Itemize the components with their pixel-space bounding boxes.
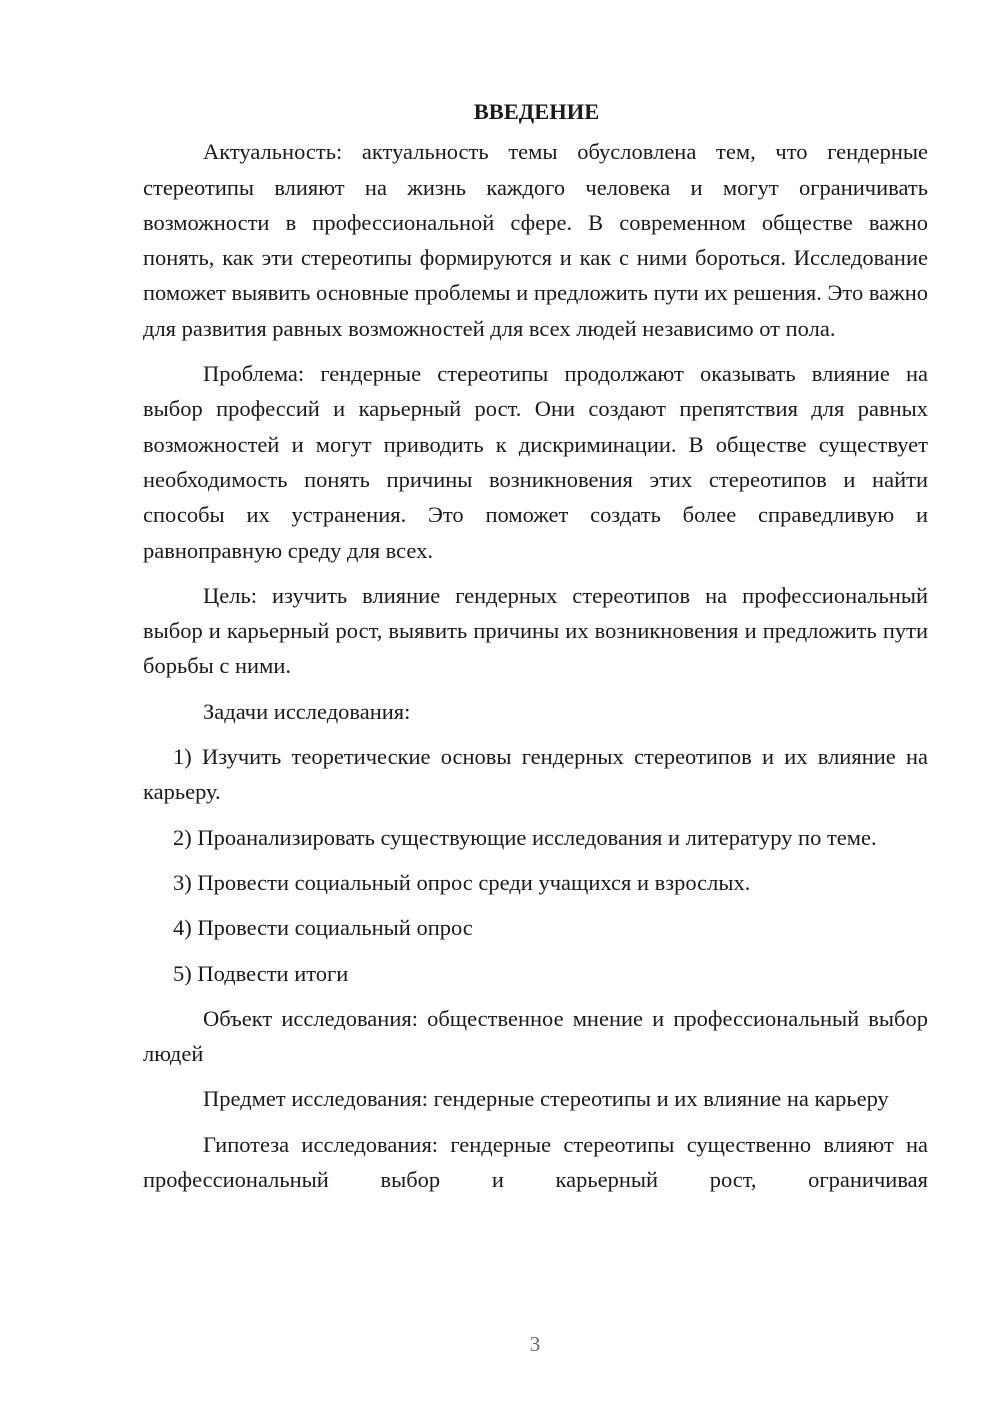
subject-paragraph: Предмет исследования: гендерные стереотипы и их влияние на карьеру	[203, 1086, 889, 1112]
document-body	[143, 94, 928, 1207]
task-item-1: 1) Изучить теоретические основы гендерных стереотипов и их влияние на карьеру.	[143, 744, 928, 805]
object-paragraph: Объект исследования: общественное мнение и профессиональный выбор людей	[143, 1005, 928, 1067]
hypothesis-paragraph: Гипотеза исследования: гендерные стереотипы существенно влияют на профессиональный выбор и карьерный рост, ограничивая	[143, 1131, 928, 1193]
tasks-heading: Задачи исследования:	[203, 698, 411, 724]
goal-paragraph: Цель: изучить влияние гендерных стереотипов на профессиональный выбор и карьерный рост, выявить причины их возникновения и предложить пути борьбы с ними.	[143, 582, 928, 679]
page-number: 3	[529, 1332, 541, 1356]
task-item-3: 3) Провести социальный опрос среди учащихся и взрослых.	[173, 869, 751, 895]
task-item-2: 2) Проанализировать существующие исследования и литературу по теме.	[173, 824, 877, 850]
task-item-4: 4) Провести социальный опрос	[173, 915, 473, 941]
page-title: ВВЕДЕНИЕ	[473, 99, 600, 124]
relevance-paragraph: Актуальность: актуальность темы обусловлена тем, что гендерные стереотипы влияют на жизнь каждого человека и могут ограничивать возможности в профессиональной сфере. В современном обществе важно понять, как эти стереотипы формируются и как с ними бороться. Исследование поможет выявить основные проблемы и предложить пути их решения. Это важно для развития равных возможностей для всех людей независимо от пола.	[143, 139, 928, 341]
task-item-5: 5) Подвести итоги	[173, 960, 349, 986]
problem-paragraph: Проблема: гендерные стереотипы продолжают оказывать влияние на выбор профессий и карьерный рост. Они создают препятствия для равных возможностей и могут приводить к дискриминации. В обществе существует необходимость понять причины возникновения этих стереотипов и найти способы их устранения. Это поможет создать более справедливую и равноправную среду для всех.	[143, 361, 928, 563]
